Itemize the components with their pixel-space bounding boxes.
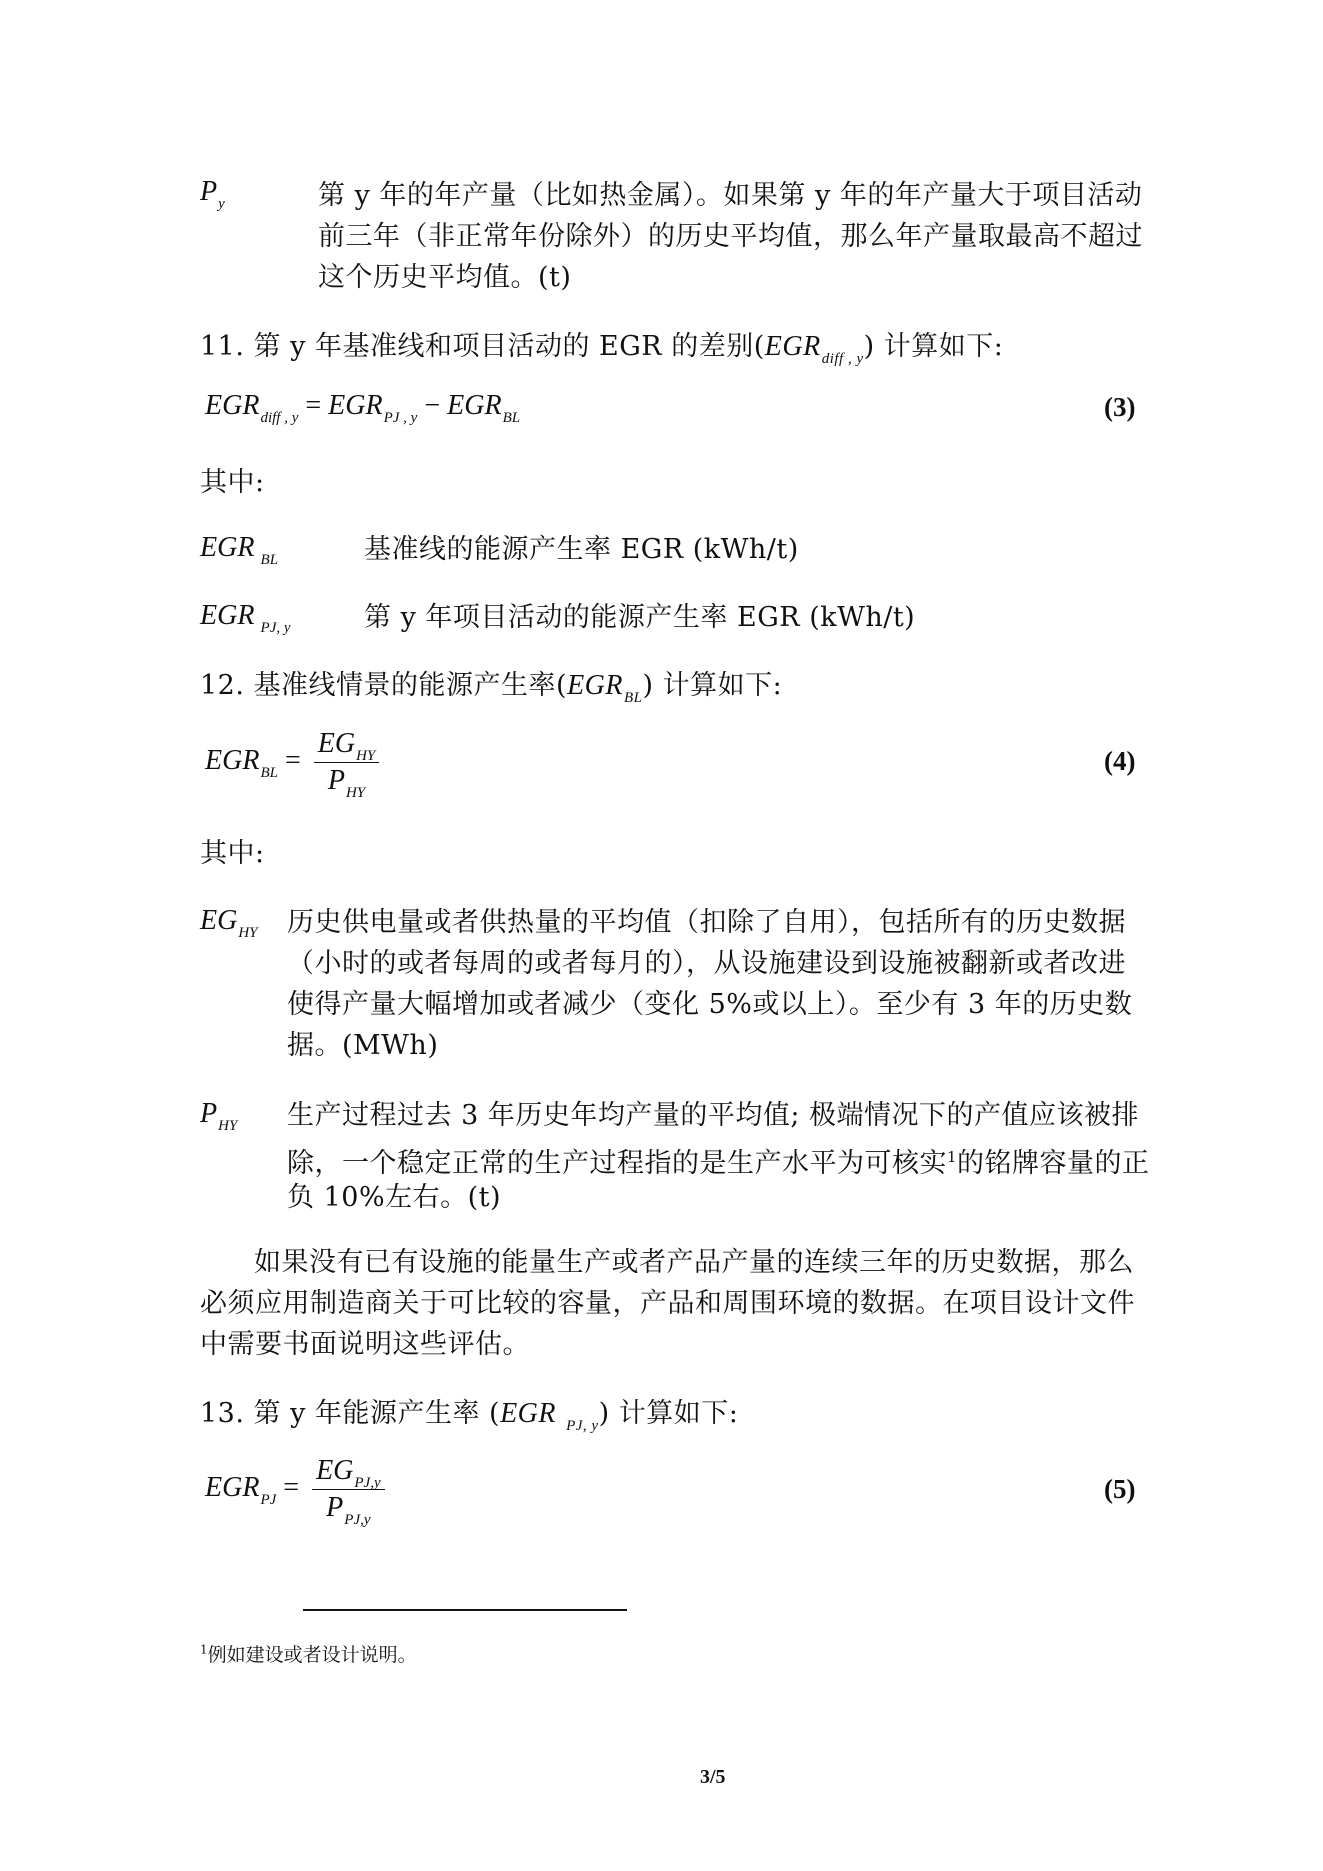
where-label-2: 其中:: [200, 838, 265, 869]
def-eghy-line-3: 使得产量大幅增加或者减少（变化 5%或以上）。至少有 3 年的历史数: [287, 989, 1133, 1020]
paragraph-12: 12. 基准线情景的能源产生率$(EGR_{BL})$ 计算如下:: [200, 670, 783, 706]
def-eghy-line-2: （小时的或者每周的或者每月的），从设施建设到设施被翻新或者改进: [287, 948, 1126, 979]
def-py-symbol: Py: [200, 176, 225, 212]
def-egrpj-symbol: EGR PJ, y: [200, 600, 291, 636]
def-phy-line-3: 负 10%左右。(t): [287, 1182, 502, 1213]
paragraph-13: 13. 第 y 年能源产生率 (EGR $_{PJ, y}$) 计算如下:: [200, 1398, 739, 1434]
def-py-line-1: 第 y 年的年产量（比如热金属）。如果第 y 年的年产量大于项目活动: [318, 180, 1143, 211]
def-egrbl-text: 基准线的能源产生率 EGR (kWh/t): [364, 534, 799, 565]
def-py-line-3: 这个历史平均值。(t): [318, 262, 572, 293]
def-phy-symbol: PHY: [200, 1098, 238, 1134]
equation-4-number: (4): [1104, 746, 1136, 776]
paragraph-line-1: 如果没有已有设施的能量生产或者产品产量的连续三年的历史数据，那么: [254, 1247, 1134, 1278]
equation-5: $EGR_{PJ}$ = $\frac{EG_{PJ,y}}{P_{PJ,y}}$: [205, 1455, 385, 1524]
equation-4: $EGR_{BL}$ = $\frac{EG_{HY}}{P_{HY}}$: [205, 728, 379, 797]
def-egrpj-text: 第 y 年项目活动的能源产生率 EGR (kWh/t): [364, 602, 916, 633]
def-eghy-symbol: EGHY: [200, 905, 258, 941]
paragraph-11: 11. 第 y 年基准线和项目活动的 EGR 的差别$(EGR_{diff , y})$ 计算如下:: [200, 331, 1004, 367]
where-label-1: 其中:: [200, 467, 265, 498]
equation-5-fraction: $\frac{EG_{PJ,y}}{P_{PJ,y}}$: [312, 1455, 385, 1524]
footnote-separator: [303, 1609, 627, 1611]
def-phy-line-2: 除，一个稳定正常的生产过程指的是生产水平为可核实$^1$的铭牌容量的正: [287, 1148, 1150, 1179]
paragraph-line-2: 必须应用制造商关于可比较的容量，产品和周围环境的数据。在项目设计文件: [200, 1288, 1135, 1319]
page-number: 3/5: [700, 1766, 726, 1788]
paragraph-line-3: 中需要书面说明这些评估。: [200, 1329, 530, 1360]
footnote: $^1$例如建设或者设计说明。: [200, 1642, 417, 1666]
equation-3: $EGR_{diff , y} = EGR_{PJ , y} - EGR_{BL}$: [205, 390, 521, 426]
equation-3-number: (3): [1104, 392, 1136, 422]
def-eghy-line-4: 据。(MWh): [287, 1030, 439, 1061]
equation-4-fraction: $\frac{EG_{HY}}{P_{HY}}$: [314, 728, 380, 797]
def-phy-line-1: 生产过程过去 3 年历史年均产量的平均值; 极端情况下的产值应该被排: [287, 1100, 1140, 1131]
def-egrbl-symbol: EGR BL: [200, 532, 279, 568]
def-py-line-2: 前三年（非正常年份除外）的历史平均值，那么年产量取最高不超过: [318, 221, 1143, 252]
equation-5-number: (5): [1104, 1474, 1136, 1504]
footnote-ref[interactable]: 1: [947, 1148, 958, 1166]
def-eghy-line-1: 历史供电量或者供热量的平均值（扣除了自用），包括所有的历史数据: [287, 907, 1126, 938]
